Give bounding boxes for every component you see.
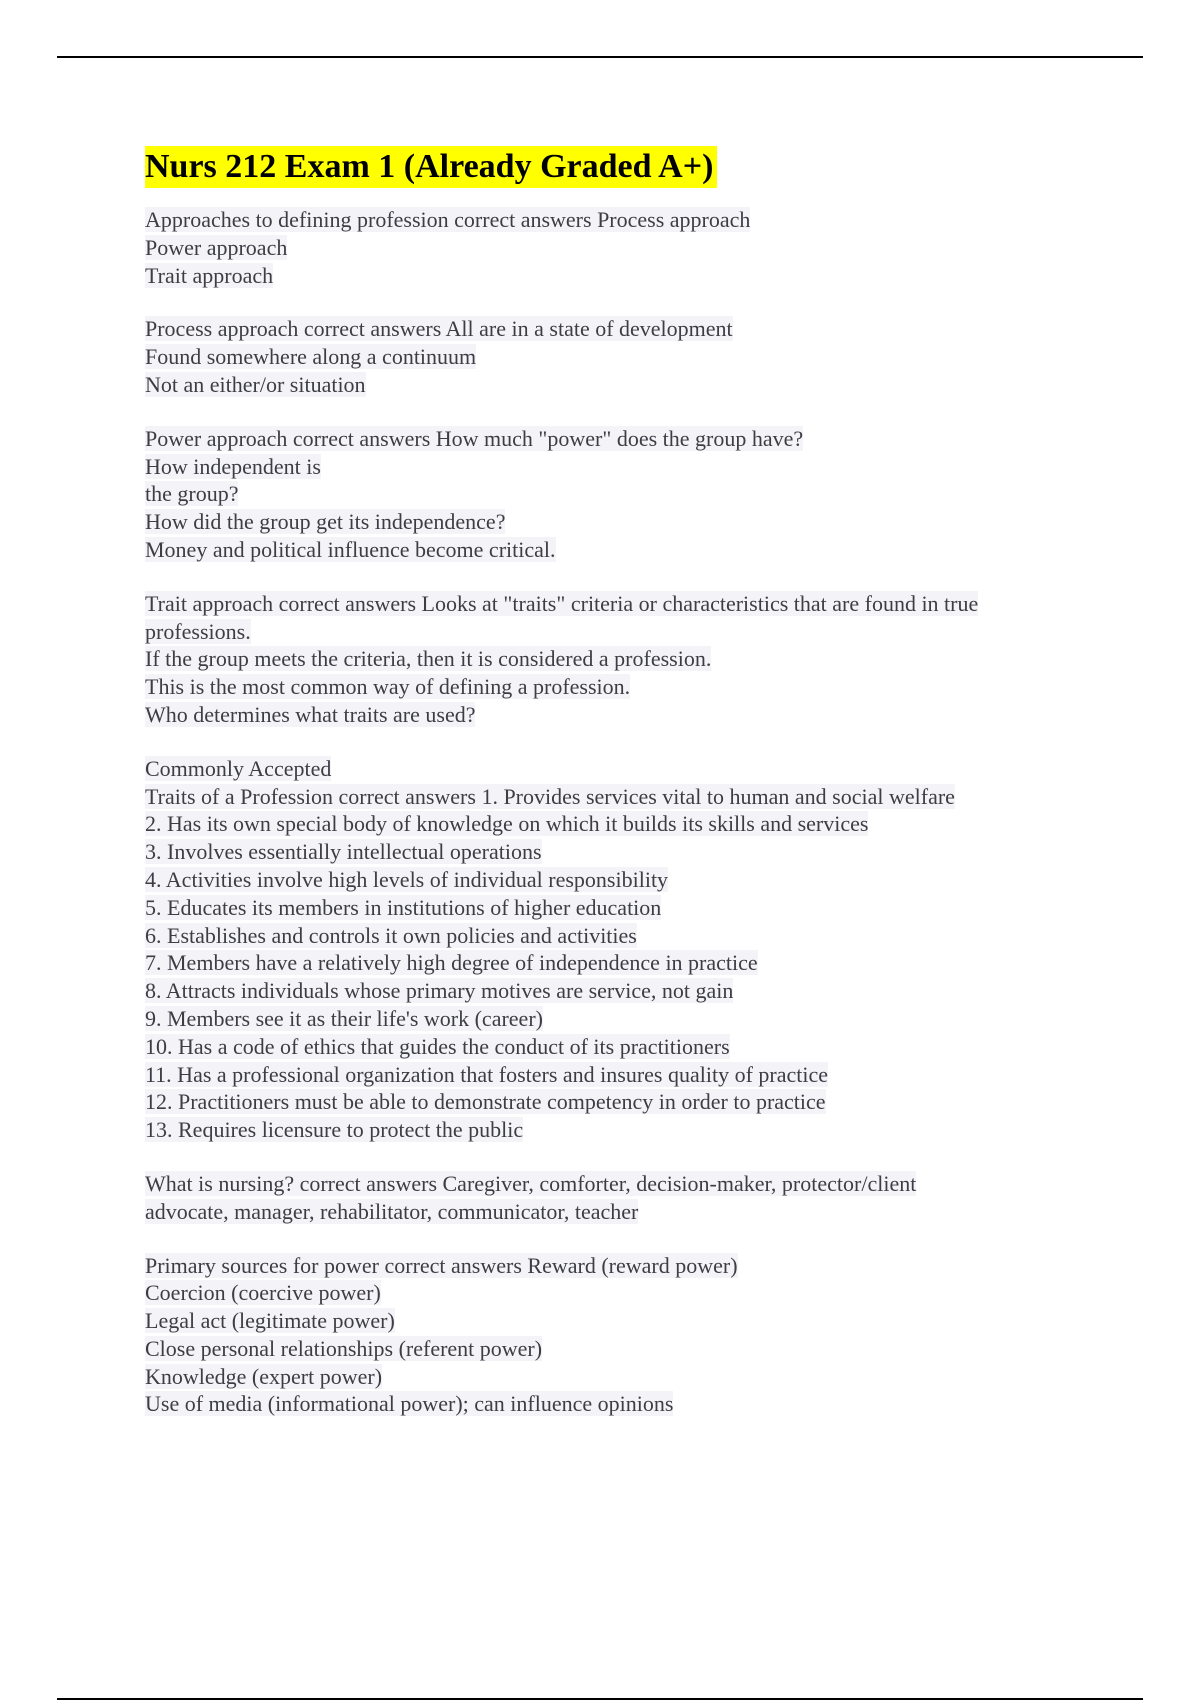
text-line: Power approach correct answers How much "power" does the group have?	[145, 425, 804, 451]
document-body	[145, 146, 1085, 1444]
list-item: 10. Has a code of ethics that guides the conduct of its practitioners	[145, 1033, 730, 1059]
text-line: Power approach	[145, 234, 288, 260]
text-line: advocate, manager, rehabilitator, communicator, teacher	[145, 1198, 639, 1224]
list-item: 4. Activities involve high levels of individual responsibility	[145, 866, 669, 892]
text-line: professions.	[145, 618, 251, 644]
qa-traits-of-a-profession	[145, 755, 1085, 1144]
list-item: 9. Members see it as their life's work (career)	[145, 1005, 543, 1031]
list-item: 2. Has its own special body of knowledge on which it builds its skills and services	[145, 811, 869, 837]
text-line: Trait approach correct answers Looks at "traits" criteria or characteristics that are found in true	[145, 590, 979, 616]
text-line: Who determines what traits are used?	[145, 701, 476, 727]
text-line: Primary sources for power correct answers Reward (reward power)	[145, 1252, 738, 1278]
text-line: How did the group get its independence?	[145, 509, 506, 535]
list-item: 11. Has a professional organization that fosters and insures quality of practice	[145, 1061, 829, 1087]
qa-primary-sources-for-power	[145, 1252, 1085, 1419]
text-line: How independent is	[145, 453, 321, 479]
text-line: What is nursing? correct answers Caregiver, comforter, decision-maker, protector/client	[145, 1170, 917, 1196]
text-line: This is the most common way of defining a profession.	[145, 674, 631, 700]
list-item: 13. Requires licensure to protect the public	[145, 1117, 524, 1143]
text-line: Coercion (coercive power)	[145, 1280, 381, 1306]
text-line: Knowledge (expert power)	[145, 1363, 383, 1389]
text-line: the group?	[145, 481, 239, 507]
top-rule	[57, 56, 1143, 58]
qa-process-approach	[145, 315, 1085, 398]
list-item: 7. Members have a relatively high degree of independence in practice	[145, 950, 758, 976]
text-line: Found somewhere along a continuum	[145, 344, 477, 370]
text-line: Money and political influence become critical.	[145, 536, 556, 562]
list-item: 3. Involves essentially intellectual operations	[145, 839, 542, 865]
qa-approaches-to-defining-profession	[145, 206, 1085, 289]
text-line: Commonly Accepted	[145, 755, 332, 781]
text-line: Legal act (legitimate power)	[145, 1308, 395, 1334]
text-line: Use of media (informational power); can influence opinions	[145, 1391, 674, 1417]
text-line: Close personal relationships (referent power)	[145, 1335, 543, 1361]
list-item: 6. Establishes and controls it own policies and activities	[145, 922, 637, 948]
qa-power-approach	[145, 425, 1085, 564]
qa-trait-approach	[145, 590, 1085, 729]
document-title: Nurs 212 Exam 1 (Already Graded A+)	[145, 146, 717, 188]
list-item: 8. Attracts individuals whose primary motives are service, not gain	[145, 978, 734, 1004]
list-item: 12. Practitioners must be able to demonstrate competency in order to practice	[145, 1089, 826, 1115]
list-item: 5. Educates its members in institutions of higher education	[145, 894, 662, 920]
text-line: Trait approach	[145, 262, 274, 288]
text-line: Traits of a Profession correct answers 1. Provides services vital to human and social welfare	[145, 783, 955, 809]
text-line: Not an either/or situation	[145, 371, 366, 397]
qa-what-is-nursing	[145, 1170, 1085, 1226]
text-line: If the group meets the criteria, then it is considered a profession.	[145, 646, 712, 672]
text-line: Approaches to defining profession correct answers Process approach	[145, 207, 751, 232]
text-line: Process approach correct answers All are in a state of development	[145, 316, 733, 342]
